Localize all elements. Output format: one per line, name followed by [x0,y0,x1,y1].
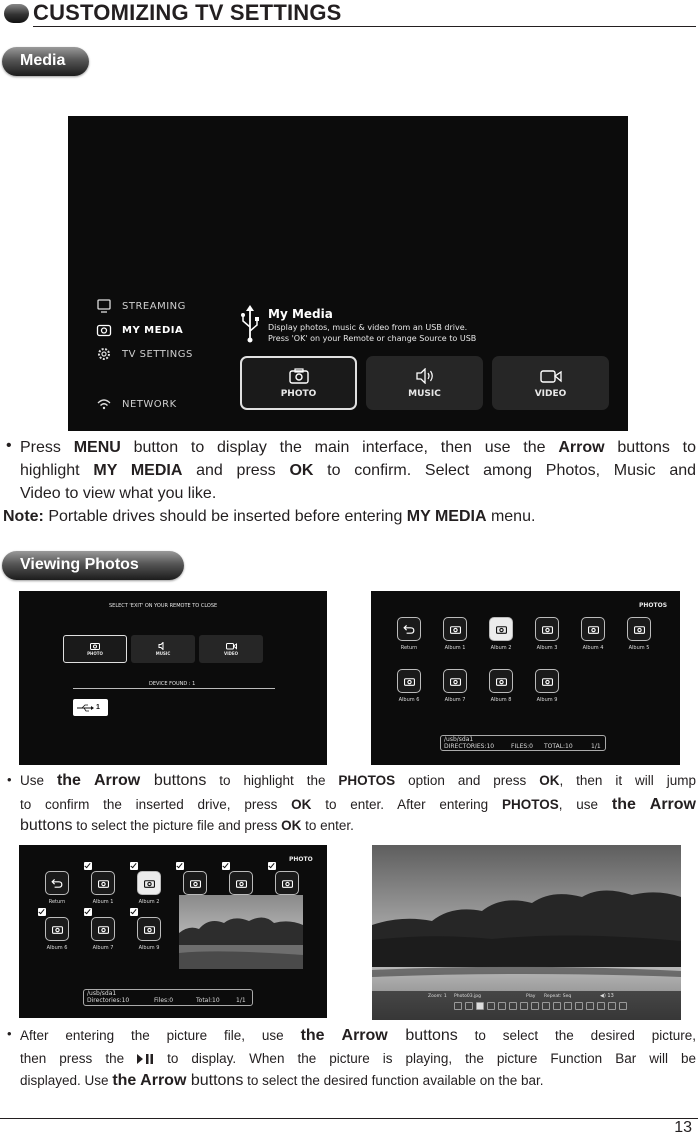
camera-icon [98,925,109,934]
zoom-readout: Zoom: 1 [428,994,447,999]
play-pause-icon [137,1051,154,1071]
album-thumbnail [535,617,559,641]
menu-item-tv-settings: TV SETTINGS [96,346,193,362]
album-item [443,669,467,703]
tile-photo: PHOTO [63,635,127,663]
album-thumbnail [627,617,651,641]
album-label: Return [48,899,66,905]
bullet-1: • [6,437,12,454]
album-label: Album 7 [444,697,466,703]
camera-icon [282,879,293,888]
speaker-icon [415,368,435,384]
album-item [137,871,161,905]
note-line: Note: Portable drives should be inserted before entering MY MEDIA menu. [3,508,536,525]
album-thumbnail [91,871,115,895]
tile-video: VIDEO [199,635,263,663]
para2-line2: to confirm the inserted drive, press OK to enter. After entering PHOTOS, use the Arrow [20,796,697,813]
tile-photo: PHOTO [240,356,357,410]
photo-select-screenshot [19,845,327,1018]
para2-line3: buttons to select the picture file and press OK to enter. [20,817,354,834]
my-media-desc-1: Display photos, music & video from an USB drive. [268,323,468,332]
camera-icon [496,625,507,634]
video-camera-icon [226,642,237,650]
album-label: Album 8 [490,697,512,703]
camera-icon [96,322,112,338]
function-bar-button [476,1002,484,1010]
checkbox-icon [130,908,138,916]
function-bar-button [586,1002,594,1010]
bullet-3: • [7,1026,12,1041]
function-bar-button [619,1002,627,1010]
function-bar-button [509,1002,517,1010]
para1-line3: Video to view what you like. [20,485,217,502]
camera-icon [634,625,645,634]
checkbox-icon [268,862,276,870]
function-bar-button [564,1002,572,1010]
album-item [397,669,421,703]
camera-icon [52,925,63,934]
album-thumbnail [535,669,559,693]
album-label: Album 2 [138,899,160,905]
album-thumbnail [229,871,253,895]
repeat-status: Repeat: Seq [544,994,572,999]
album-label: Album 4 [582,645,604,651]
directory-info-box: /usb/sda1 DIRECTORIES:10 FILES:0 TOTAL:10 1/1 [440,735,606,751]
camera-icon [450,625,461,634]
function-bar-button [454,1002,462,1010]
album-thumbnail [137,871,161,895]
album-thumbnail [137,917,161,941]
album-item [489,669,513,703]
function-bar-button [520,1002,528,1010]
function-bar-button [487,1002,495,1010]
album-thumbnail [45,871,69,895]
album-label: Return [400,645,418,651]
album-item [91,917,115,951]
page-title: CUSTOMIZING TV SETTINGS [33,0,342,25]
camera-icon [236,879,247,888]
header-bullet-icon [4,4,29,23]
return-button [45,871,69,905]
photos-albums-screenshot [371,591,680,765]
tile-video: VIDEO [492,356,609,410]
album-item [581,617,605,651]
function-bar-button [553,1002,561,1010]
album-label: Album 3 [536,645,558,651]
album-item [627,617,651,651]
function-bar-button [575,1002,583,1010]
album-label: Album 9 [536,697,558,703]
photo-playback-screenshot [372,845,681,1020]
camera-icon [450,677,461,686]
camera-icon [542,625,553,634]
play-status: Play [526,994,536,999]
camera-icon [588,625,599,634]
tile-music: MUSIC [131,635,195,663]
camera-icon [542,677,553,686]
para2-line1: Use the Arrow buttons to highlight the PHOTOS option and press OK, then it will jump [20,772,697,789]
album-thumbnail [45,917,69,941]
album-label: Album 7 [92,945,114,951]
album-item [489,617,513,651]
usb-icon [240,305,260,343]
photo-heading: PHOTO [289,856,313,863]
camera-icon [404,677,415,686]
usb-icon [76,704,94,712]
landscape-thumbnail [179,895,303,969]
menu-item-network: NETWORK [96,396,177,412]
para1-line1: Press MENU button to display the main interface, then use the Arrow buttons to [20,439,697,456]
bullet-2: • [7,772,12,787]
gear-icon [96,346,112,362]
speaker-icon [158,642,168,650]
album-label: Album 5 [628,645,650,651]
footer-rule [0,1118,698,1119]
album-label: Album 1 [444,645,466,651]
camera-icon [496,677,507,686]
video-camera-icon [540,368,562,384]
checkbox-icon [130,862,138,870]
para3-line3: displayed. Use the Arrow buttons to select the desired function available on the bar. [20,1072,544,1089]
function-bar [454,1002,627,1011]
camera-icon [144,879,155,888]
album-label: Album 2 [490,645,512,651]
para1-line2: highlight MY MEDIA and press OK to confirm. Select among Photos, Music and [20,462,697,479]
album-label: Album 6 [46,945,68,951]
volume-icon: ◀) [600,993,606,999]
my-media-desc-2: Press 'OK' on your Remote or change Source to USB [268,334,477,343]
section-pill-media: Media [2,47,89,76]
camera-icon [289,368,309,384]
album-label: Album 9 [138,945,160,951]
camera-icon [90,642,100,650]
wifi-icon [96,396,112,412]
return-icon [51,878,63,888]
para3-line1: After entering the picture file, use the Arrow buttons to select the desired picture, [20,1027,696,1044]
function-bar-button [465,1002,473,1010]
album-item [535,669,559,703]
section-pill-viewing-photos: Viewing Photos [2,551,184,580]
album-thumbnail [581,617,605,641]
album-thumbnail [489,617,513,641]
checkbox-icon [84,908,92,916]
camera-icon [98,879,109,888]
album-thumbnail [443,617,467,641]
usb-drive-button: 1 [73,699,108,716]
camera-icon [190,879,201,888]
checkbox-icon [38,908,46,916]
return-button [397,617,421,651]
my-media-screenshot [68,116,628,431]
function-bar-button [531,1002,539,1010]
function-bar-button [608,1002,616,1010]
photo-preview-image [179,895,303,969]
photos-heading: PHOTOS [639,602,668,609]
function-bar-button [597,1002,605,1010]
menu-item-streaming: STREAMING [96,298,186,314]
header-rule [33,26,696,27]
return-icon [403,624,415,634]
exit-instruction: SELECT 'EXIT' ON YOUR REMOTE TO CLOSE [109,603,218,609]
album-item [137,917,161,951]
checkbox-icon [222,862,230,870]
album-thumbnail [183,871,207,895]
page-number: 13 [674,1119,692,1135]
album-thumbnail [397,617,421,641]
checkbox-icon [176,862,184,870]
album-label: Album 1 [92,899,114,905]
album-label: Album 6 [398,697,420,703]
file-name: Photo03.jpg [454,994,481,999]
directory-info-box: /usb/sda1 Directories:10 Files:0 Total:10 1/1 [83,989,253,1006]
device-found-label: DEVICE FOUND : 1 [149,681,196,687]
function-bar-button [542,1002,550,1010]
album-thumbnail [489,669,513,693]
album-item [45,917,69,951]
my-media-title: My Media [268,307,333,321]
camera-icon [144,925,155,934]
para3-line2: then press the to display. When the picture is playing, the picture Function Bar will be [20,1049,696,1071]
checkbox-icon [84,862,92,870]
album-item [91,871,115,905]
page-header [0,0,698,30]
divider [73,688,275,689]
album-item [443,617,467,651]
album-thumbnail [397,669,421,693]
volume-readout: ◀) 13 [600,993,614,999]
device-found-screenshot [19,591,327,765]
function-bar-button [498,1002,506,1010]
album-thumbnail [443,669,467,693]
monitor-icon [96,298,112,314]
album-thumbnail [91,917,115,941]
album-item [535,617,559,651]
album-thumbnail [275,871,299,895]
tile-music: MUSIC [366,356,483,410]
menu-item-my-media: MY MEDIA [96,322,183,338]
